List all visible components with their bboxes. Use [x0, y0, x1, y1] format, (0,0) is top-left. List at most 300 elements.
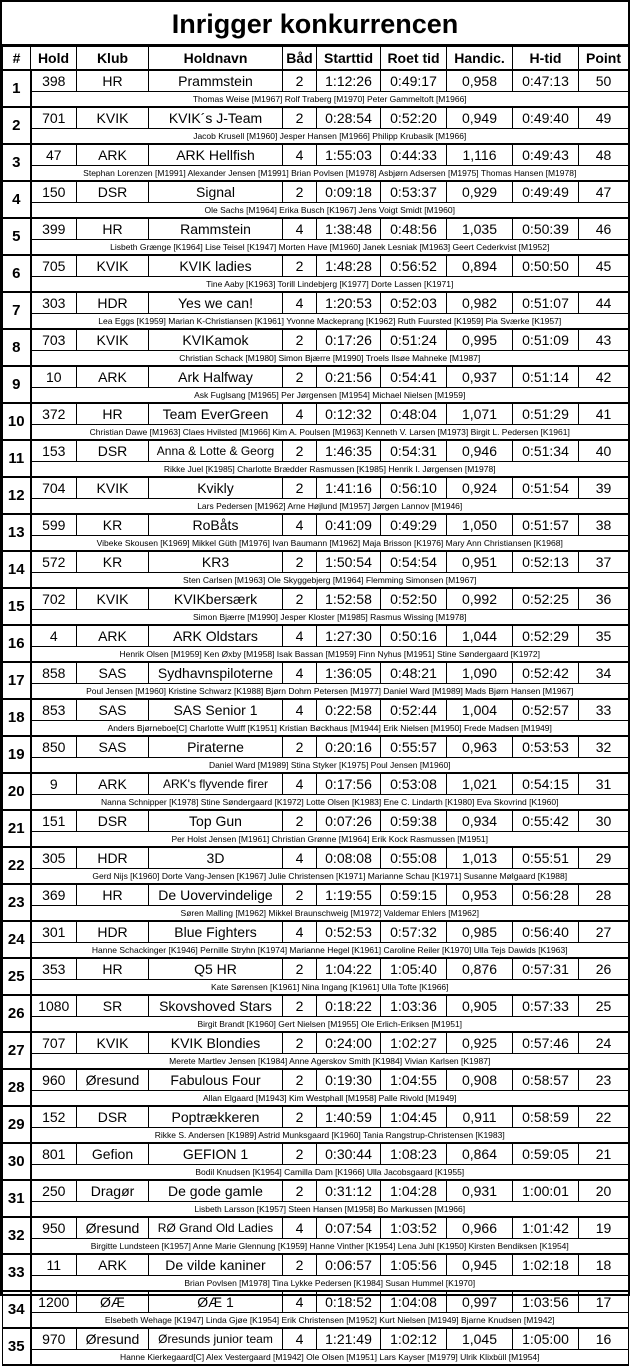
crew-row	[3, 1350, 629, 1366]
team-number-cell: 4	[31, 625, 77, 647]
handicap-time-cell: 0:59:05	[513, 1143, 579, 1165]
club-cell: DSR	[77, 440, 149, 462]
team-name-cell: Øresunds junior team	[149, 1328, 283, 1350]
rank-cell: 16	[3, 625, 31, 662]
team-name-cell: GEFION 1	[149, 1143, 283, 1165]
points-cell: 26	[579, 958, 629, 980]
result-row	[3, 551, 629, 573]
points-cell: 22	[579, 1106, 629, 1128]
result-row	[3, 773, 629, 795]
rank-cell: 18	[3, 699, 31, 736]
start-time-cell: 1:20:53	[317, 292, 381, 314]
club-cell: ARK	[77, 366, 149, 388]
rank-cell: 12	[3, 477, 31, 514]
handicap-time-cell: 0:55:51	[513, 847, 579, 869]
start-time-cell: 0:12:32	[317, 403, 381, 425]
team-name-cell: De vilde kaniner	[149, 1254, 283, 1276]
handicap-cell: 0,949	[447, 107, 513, 129]
points-cell: 17	[579, 1291, 629, 1313]
handicap-cell: 0,985	[447, 921, 513, 943]
boat-cell: 2	[283, 366, 317, 388]
rowed-time-cell: 0:52:44	[381, 699, 447, 721]
crew-list: Allan Elgaard [M1943] Kim Westphall [M1958] Palle Rivold [M1949]	[31, 1091, 629, 1107]
rank-cell: 24	[3, 921, 31, 958]
result-row	[3, 1143, 629, 1165]
handicap-time-cell: 0:54:15	[513, 773, 579, 795]
rowed-time-cell: 1:05:56	[381, 1254, 447, 1276]
team-number-cell: 398	[31, 70, 77, 92]
crew-row	[3, 980, 629, 996]
club-cell: Gefion	[77, 1143, 149, 1165]
boat-cell: 2	[283, 1106, 317, 1128]
start-time-cell: 0:52:53	[317, 921, 381, 943]
crew-list: Bodil Knudsen [K1954] Camilla Dam [K1966] Ulla Jacobsgaard [K1955]	[31, 1165, 629, 1181]
team-name-cell: KVIK Blondies	[149, 1032, 283, 1054]
results-table	[2, 46, 629, 1366]
club-cell: KVIK	[77, 477, 149, 499]
start-time-cell: 1:40:59	[317, 1106, 381, 1128]
rowed-time-cell: 0:48:56	[381, 218, 447, 240]
start-time-cell: 0:31:12	[317, 1180, 381, 1202]
boat-cell: 2	[283, 181, 317, 203]
team-number-cell: 707	[31, 1032, 77, 1054]
handicap-time-cell: 0:51:57	[513, 514, 579, 536]
boat-cell: 4	[283, 1217, 317, 1239]
rank-cell: 6	[3, 255, 31, 292]
crew-list: Rikke S. Andersen [K1989] Astrid Munksgaard [K1960] Tania Rangstrup-Christensen [K1983]	[31, 1128, 629, 1144]
crew-list: Ask Fuglsang [M1965] Per Jørgensen [M1954] Michael Nielsen [M1959]	[31, 388, 629, 404]
rank-cell: 7	[3, 292, 31, 329]
start-time-cell: 0:06:57	[317, 1254, 381, 1276]
col-header-h-tid: H-tid	[513, 47, 579, 71]
crew-row	[3, 906, 629, 922]
col-header-roet-tid: Roet tid	[381, 47, 447, 71]
club-cell: Øresund	[77, 1328, 149, 1350]
rowed-time-cell: 0:54:41	[381, 366, 447, 388]
crew-row	[3, 684, 629, 700]
boat-cell: 2	[283, 1032, 317, 1054]
boat-cell: 4	[283, 1328, 317, 1350]
crew-list: Kate Sørensen [K1961] Nina Ingang [K1961] Ulla Tofte [K1966]	[31, 980, 629, 996]
handicap-cell: 0,894	[447, 255, 513, 277]
crew-row	[3, 1313, 629, 1329]
team-number-cell: 1200	[31, 1291, 77, 1313]
result-row	[3, 699, 629, 721]
boat-cell: 2	[283, 1180, 317, 1202]
handicap-cell: 0,924	[447, 477, 513, 499]
boat-cell: 2	[283, 107, 317, 129]
crew-row	[3, 1202, 629, 1218]
handicap-cell: 0,995	[447, 329, 513, 351]
team-name-cell: Fabulous Four	[149, 1069, 283, 1091]
start-time-cell: 1:36:05	[317, 662, 381, 684]
rank-cell: 20	[3, 773, 31, 810]
handicap-cell: 0,929	[447, 181, 513, 203]
handicap-cell: 1,035	[447, 218, 513, 240]
crew-row	[3, 425, 629, 441]
rank-cell: 9	[3, 366, 31, 403]
start-time-cell: 0:08:08	[317, 847, 381, 869]
club-cell: HDR	[77, 921, 149, 943]
rank-cell: 23	[3, 884, 31, 921]
handicap-cell: 1,050	[447, 514, 513, 536]
points-cell: 33	[579, 699, 629, 721]
handicap-time-cell: 1:00:01	[513, 1180, 579, 1202]
team-name-cell: Kvikly	[149, 477, 283, 499]
handicap-cell: 0,953	[447, 884, 513, 906]
crew-list: Søren Malling [M1962] Mikkel Braunschweig [M1972] Valdemar Ehlers [M1962]	[31, 906, 629, 922]
crew-row	[3, 758, 629, 774]
boat-cell: 2	[283, 958, 317, 980]
team-name-cell: Blue Fighters	[149, 921, 283, 943]
result-row	[3, 662, 629, 684]
rank-cell: 4	[3, 181, 31, 218]
points-cell: 42	[579, 366, 629, 388]
team-number-cell: 801	[31, 1143, 77, 1165]
club-cell: SAS	[77, 662, 149, 684]
rowed-time-cell: 0:59:38	[381, 810, 447, 832]
crew-row	[3, 943, 629, 959]
team-number-cell: 853	[31, 699, 77, 721]
col-header-handicap: Handic.	[447, 47, 513, 71]
crew-row	[3, 462, 629, 478]
boat-cell: 2	[283, 810, 317, 832]
boat-cell: 4	[283, 847, 317, 869]
crew-row	[3, 1239, 629, 1255]
rank-cell: 5	[3, 218, 31, 255]
rowed-time-cell: 0:53:37	[381, 181, 447, 203]
crew-list: Lisbeth Grænge [K1964] Lise Teisel [K1947] Morten Have [M1960] Janek Lesniak [M1963] Geert Cederkvist [M1952]	[31, 240, 629, 256]
team-number-cell: 11	[31, 1254, 77, 1276]
crew-row	[3, 869, 629, 885]
result-row	[3, 144, 629, 166]
handicap-time-cell: 0:58:57	[513, 1069, 579, 1091]
team-name-cell: Rammstein	[149, 218, 283, 240]
rowed-time-cell: 1:03:52	[381, 1217, 447, 1239]
start-time-cell: 1:48:28	[317, 255, 381, 277]
start-time-cell: 0:19:30	[317, 1069, 381, 1091]
team-number-cell: 10	[31, 366, 77, 388]
handicap-cell: 0,931	[447, 1180, 513, 1202]
boat-cell: 4	[283, 292, 317, 314]
team-name-cell: Skovshoved Stars	[149, 995, 283, 1017]
club-cell: Dragør	[77, 1180, 149, 1202]
result-row	[3, 958, 629, 980]
rank-cell: 35	[3, 1328, 31, 1365]
handicap-cell: 1,116	[447, 144, 513, 166]
result-row	[3, 1106, 629, 1128]
rank-cell: 17	[3, 662, 31, 699]
team-name-cell: Q5 HR	[149, 958, 283, 980]
points-cell: 32	[579, 736, 629, 758]
result-row	[3, 181, 629, 203]
boat-cell: 2	[283, 477, 317, 499]
club-cell: ARK	[77, 144, 149, 166]
rowed-time-cell: 0:55:57	[381, 736, 447, 758]
col-header-hold: Hold	[31, 47, 77, 71]
handicap-cell: 0,951	[447, 551, 513, 573]
boat-cell: 4	[283, 662, 317, 684]
points-cell: 31	[579, 773, 629, 795]
col-header-rank: #	[3, 47, 31, 71]
rowed-time-cell: 0:52:50	[381, 588, 447, 610]
crew-list: Poul Jensen [M1960] Kristine Schwarz [K1988] Bjørn Dohrn Petersen [M1977] Daniel Ward [M1989] Mads Bjørn Hansen [M1967]	[31, 684, 629, 700]
crew-row	[3, 795, 629, 811]
start-time-cell: 1:55:03	[317, 144, 381, 166]
rowed-time-cell: 0:50:16	[381, 625, 447, 647]
start-time-cell: 1:12:26	[317, 70, 381, 92]
team-number-cell: 303	[31, 292, 77, 314]
crew-list: Nanna Schnipper [K1978] Stine Søndergaard [K1972] Lotte Olsen [K1983] Ene C. Lindarth [K1980] Eva Skovrind [K1960]	[31, 795, 629, 811]
rank-cell: 10	[3, 403, 31, 440]
boat-cell: 4	[283, 218, 317, 240]
team-number-cell: 152	[31, 1106, 77, 1128]
club-cell: ARK	[77, 1254, 149, 1276]
club-cell: SAS	[77, 699, 149, 721]
start-time-cell: 0:28:54	[317, 107, 381, 129]
start-time-cell: 1:52:58	[317, 588, 381, 610]
club-cell: HR	[77, 884, 149, 906]
team-name-cell: Ark Halfway	[149, 366, 283, 388]
crew-row	[3, 1017, 629, 1033]
team-name-cell: ARK's flyvende firer	[149, 773, 283, 795]
points-cell: 20	[579, 1180, 629, 1202]
points-cell: 49	[579, 107, 629, 129]
points-cell: 30	[579, 810, 629, 832]
start-time-cell: 0:17:26	[317, 329, 381, 351]
boat-cell: 4	[283, 144, 317, 166]
crew-row	[3, 1128, 629, 1144]
club-cell: DSR	[77, 810, 149, 832]
team-number-cell: 372	[31, 403, 77, 425]
team-name-cell: Signal	[149, 181, 283, 203]
team-name-cell: Prammstein	[149, 70, 283, 92]
club-cell: SR	[77, 995, 149, 1017]
handicap-cell: 0,997	[447, 1291, 513, 1313]
start-time-cell: 0:18:52	[317, 1291, 381, 1313]
start-time-cell: 0:24:00	[317, 1032, 381, 1054]
handicap-time-cell: 0:49:49	[513, 181, 579, 203]
team-number-cell: 703	[31, 329, 77, 351]
team-number-cell: 704	[31, 477, 77, 499]
boat-cell: 2	[283, 329, 317, 351]
points-cell: 16	[579, 1328, 629, 1350]
start-time-cell: 0:17:56	[317, 773, 381, 795]
start-time-cell: 0:09:18	[317, 181, 381, 203]
result-row	[3, 921, 629, 943]
rowed-time-cell: 0:56:52	[381, 255, 447, 277]
boat-cell: 2	[283, 1143, 317, 1165]
result-row	[3, 440, 629, 462]
rank-cell: 34	[3, 1291, 31, 1328]
team-name-cell: SAS Senior 1	[149, 699, 283, 721]
handicap-time-cell: 1:05:00	[513, 1328, 579, 1350]
team-number-cell: 705	[31, 255, 77, 277]
crew-list: Vibeke Skousen [K1969] Mikkel Güth [M1976] Ivan Baumann [M1962] Maja Brisson [K1976] Mary Ann Christiansen [K1968]	[31, 536, 629, 552]
crew-row	[3, 1165, 629, 1181]
rank-cell: 19	[3, 736, 31, 773]
start-time-cell: 1:27:30	[317, 625, 381, 647]
team-number-cell: 47	[31, 144, 77, 166]
club-cell: HDR	[77, 292, 149, 314]
handicap-cell: 0,864	[447, 1143, 513, 1165]
start-time-cell: 0:20:16	[317, 736, 381, 758]
boat-cell: 2	[283, 551, 317, 573]
crew-row	[3, 277, 629, 293]
crew-row	[3, 203, 629, 219]
crew-row	[3, 1054, 629, 1070]
rowed-time-cell: 0:54:54	[381, 551, 447, 573]
start-time-cell: 0:41:09	[317, 514, 381, 536]
boat-cell: 2	[283, 736, 317, 758]
team-number-cell: 305	[31, 847, 77, 869]
rowed-time-cell: 1:04:45	[381, 1106, 447, 1128]
team-number-cell: 153	[31, 440, 77, 462]
team-number-cell: 950	[31, 1217, 77, 1239]
rowed-time-cell: 0:52:20	[381, 107, 447, 129]
crew-row	[3, 573, 629, 589]
handicap-time-cell: 0:57:46	[513, 1032, 579, 1054]
team-number-cell: 599	[31, 514, 77, 536]
rank-cell: 27	[3, 1032, 31, 1069]
result-row	[3, 70, 629, 92]
points-cell: 28	[579, 884, 629, 906]
boat-cell: 2	[283, 70, 317, 92]
rowed-time-cell: 0:48:21	[381, 662, 447, 684]
start-time-cell: 1:41:16	[317, 477, 381, 499]
team-number-cell: 151	[31, 810, 77, 832]
handicap-time-cell: 0:53:53	[513, 736, 579, 758]
handicap-time-cell: 0:49:43	[513, 144, 579, 166]
boat-cell: 2	[283, 255, 317, 277]
club-cell: ARK	[77, 773, 149, 795]
handicap-cell: 0,905	[447, 995, 513, 1017]
team-name-cell: ARK Hellfish	[149, 144, 283, 166]
result-row	[3, 1328, 629, 1350]
result-row	[3, 1217, 629, 1239]
points-cell: 34	[579, 662, 629, 684]
team-name-cell: KVIK´s J-Team	[149, 107, 283, 129]
result-row	[3, 1291, 629, 1313]
rank-cell: 29	[3, 1106, 31, 1143]
handicap-cell: 1,021	[447, 773, 513, 795]
crew-row	[3, 832, 629, 848]
club-cell: Øresund	[77, 1217, 149, 1239]
handicap-time-cell: 0:49:40	[513, 107, 579, 129]
handicap-time-cell: 0:51:54	[513, 477, 579, 499]
rank-cell: 28	[3, 1069, 31, 1106]
result-row	[3, 477, 629, 499]
club-cell: KVIK	[77, 255, 149, 277]
handicap-time-cell: 1:02:18	[513, 1254, 579, 1276]
rowed-time-cell: 0:53:08	[381, 773, 447, 795]
team-number-cell: 369	[31, 884, 77, 906]
rank-cell: 13	[3, 514, 31, 551]
rank-cell: 8	[3, 329, 31, 366]
club-cell: ARK	[77, 625, 149, 647]
points-cell: 48	[579, 144, 629, 166]
crew-list: Hanne Kierkegaard[C] Alex Vestergaard [M1942] Ole Olsen [M1951] Lars Kayser [M1979] Ulrik Klixbüll [M1954]	[31, 1350, 629, 1366]
rank-cell: 14	[3, 551, 31, 588]
boat-cell: 4	[283, 699, 317, 721]
rowed-time-cell: 0:54:31	[381, 440, 447, 462]
team-name-cell: 3D	[149, 847, 283, 869]
handicap-time-cell: 0:50:50	[513, 255, 579, 277]
rank-cell: 1	[3, 70, 31, 107]
crew-list: Brian Povlsen [M1978] Tina Lykke Pedersen [K1984] Susan Hummel [K1970]	[31, 1276, 629, 1292]
crew-list: Christian Schack [M1980] Simon Bjærre [M1990] Troels Ilsøe Mahneke [M1987]	[31, 351, 629, 367]
handicap-cell: 0,876	[447, 958, 513, 980]
team-name-cell: Yes we can!	[149, 292, 283, 314]
club-cell: HR	[77, 70, 149, 92]
rank-cell: 26	[3, 995, 31, 1032]
crew-row	[3, 610, 629, 626]
result-row	[3, 847, 629, 869]
handicap-cell: 0,937	[447, 366, 513, 388]
handicap-time-cell: 0:51:34	[513, 440, 579, 462]
col-header-starttid: Starttid	[317, 47, 381, 71]
result-row	[3, 1254, 629, 1276]
rowed-time-cell: 1:05:40	[381, 958, 447, 980]
team-name-cell: Anna & Lotte & Georg	[149, 440, 283, 462]
team-name-cell: Sydhavnspiloterne	[149, 662, 283, 684]
crew-list: Elsebeth Wehage [K1947] Linda Gjøe [K1954] Erik Christensen [M1952] Kurt Nielsen [M1949] Bjarne Knudsen [M1942]	[31, 1313, 629, 1329]
handicap-cell: 0,934	[447, 810, 513, 832]
rank-cell: 15	[3, 588, 31, 625]
result-row	[3, 884, 629, 906]
col-header-bad: Båd	[283, 47, 317, 71]
handicap-cell: 1,044	[447, 625, 513, 647]
team-name-cell: Team EverGreen	[149, 403, 283, 425]
handicap-time-cell: 0:50:39	[513, 218, 579, 240]
result-row	[3, 625, 629, 647]
handicap-cell: 0,982	[447, 292, 513, 314]
handicap-time-cell: 0:52:13	[513, 551, 579, 573]
boat-cell: 2	[283, 884, 317, 906]
handicap-cell: 1,045	[447, 1328, 513, 1350]
handicap-cell: 0,963	[447, 736, 513, 758]
boat-cell: 4	[283, 921, 317, 943]
crew-list: Simon Bjærre [M1990] Jesper Kloster [M1985] Rasmus Wissing [M1978]	[31, 610, 629, 626]
crew-list: Lars Pedersen [M1962] Arne Højlund [M1957] Jørgen Lannov [M1946]	[31, 499, 629, 515]
start-time-cell: 1:46:35	[317, 440, 381, 462]
club-cell: SAS	[77, 736, 149, 758]
club-cell: DSR	[77, 1106, 149, 1128]
result-row	[3, 403, 629, 425]
points-cell: 24	[579, 1032, 629, 1054]
result-row	[3, 107, 629, 129]
rowed-time-cell: 0:51:24	[381, 329, 447, 351]
team-name-cell: De Uovervindelige	[149, 884, 283, 906]
points-cell: 19	[579, 1217, 629, 1239]
team-number-cell: 301	[31, 921, 77, 943]
team-number-cell: 353	[31, 958, 77, 980]
points-cell: 45	[579, 255, 629, 277]
crew-row	[3, 92, 629, 108]
team-number-cell: 702	[31, 588, 77, 610]
crew-list: Lea Eggs [K1959] Marian K-Christiansen [K1961] Yvonne Mackeprang [K1962] Ruth Fuursted [K1959] Pia Sværke [K1957]	[31, 314, 629, 330]
start-time-cell: 1:21:49	[317, 1328, 381, 1350]
rowed-time-cell: 0:52:03	[381, 292, 447, 314]
crew-list: Rikke Juel [K1985] Charlotte Brædder Rasmussen [K1985] Henrik I. Jørgensen [M1978]	[31, 462, 629, 478]
rank-cell: 2	[3, 107, 31, 144]
result-row	[3, 736, 629, 758]
header-row	[3, 47, 629, 71]
crew-row	[3, 1091, 629, 1107]
handicap-cell: 1,071	[447, 403, 513, 425]
start-time-cell: 0:30:44	[317, 1143, 381, 1165]
rowed-time-cell: 1:04:08	[381, 1291, 447, 1313]
